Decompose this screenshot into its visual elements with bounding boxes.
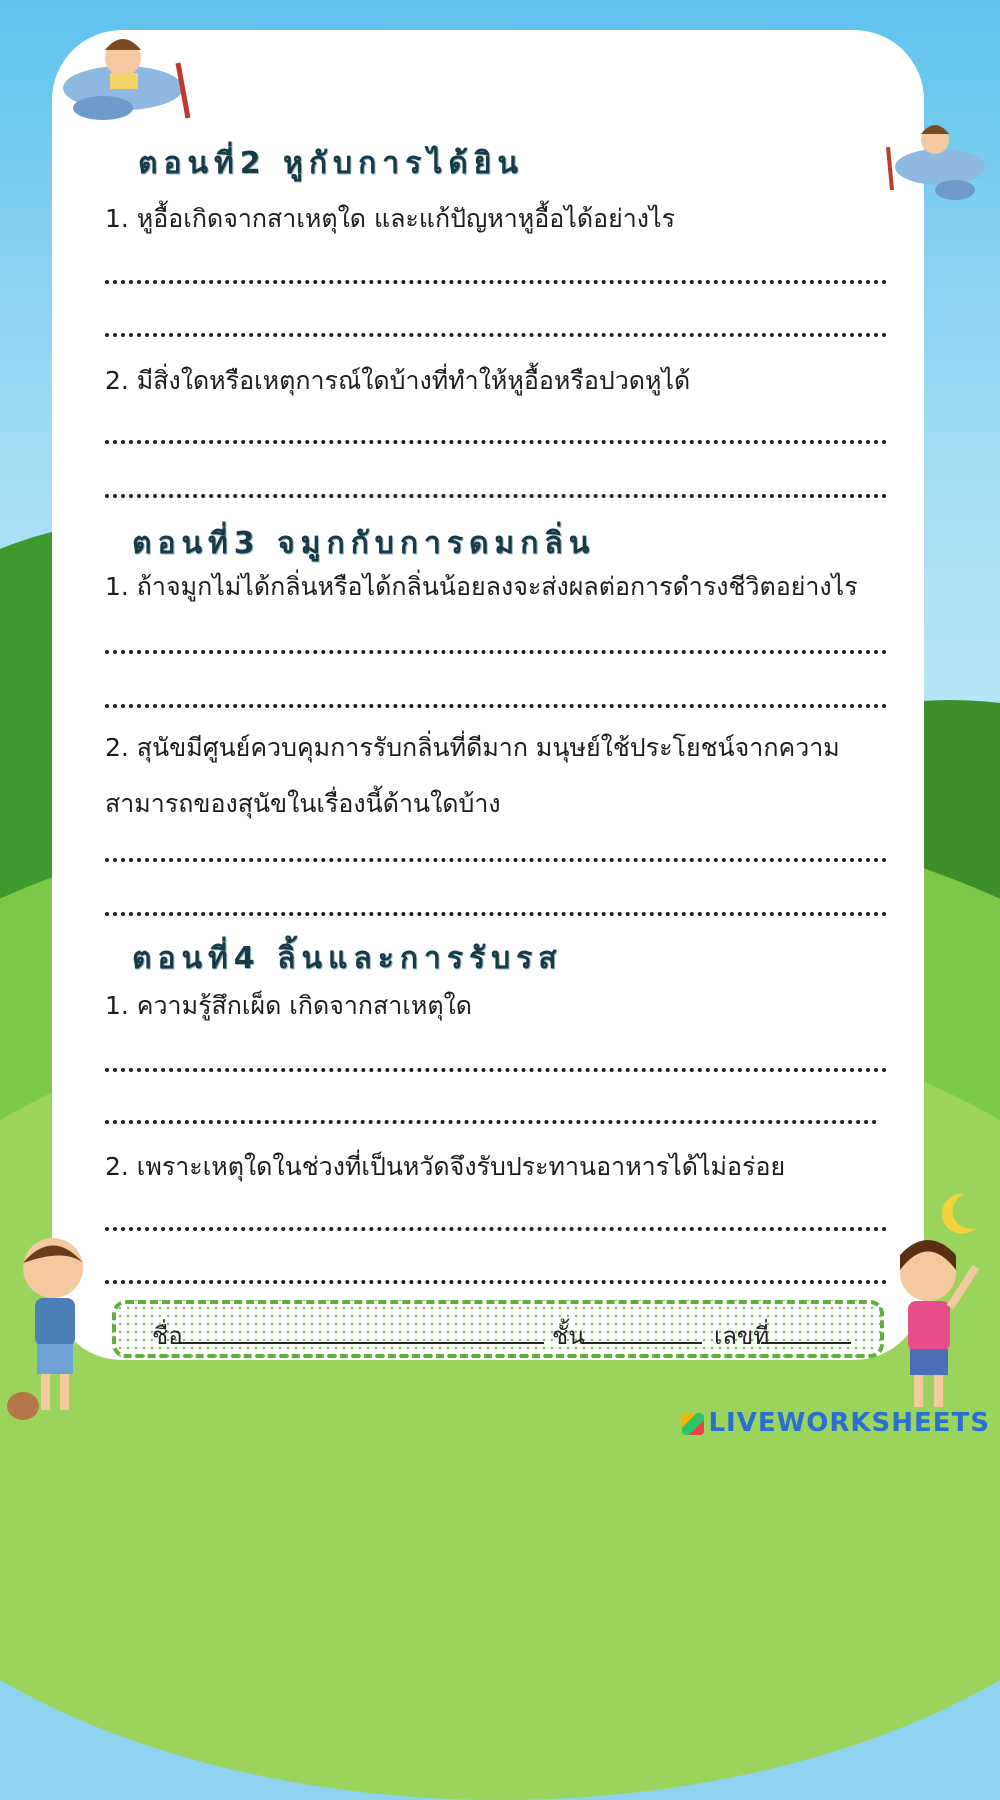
brand-text: LIVEWORKSHEETS <box>708 1408 990 1438</box>
question-text: 1. ความรู้สึกเผ็ด เกิดจากสาเหตุใด <box>105 991 473 1020</box>
answer-line[interactable] <box>105 440 887 444</box>
boy-with-basket-illustration <box>5 1228 125 1428</box>
number-label: เลขที่ <box>714 1322 770 1350</box>
class-field[interactable] <box>582 1342 702 1344</box>
answer-line[interactable] <box>105 1120 877 1124</box>
airplane-kid-illustration <box>48 18 198 128</box>
answer-line[interactable] <box>105 912 887 916</box>
question-text: 2. เพราะเหตุใดในช่วงที่เป็นหวัดจึงรับประทานอาหารได้ไม่อร่อย <box>105 1152 786 1181</box>
section-heading: ตอนที่2 หูกับการได้ยิน <box>138 146 524 181</box>
answer-line[interactable] <box>105 1068 887 1072</box>
name-field[interactable] <box>178 1342 544 1344</box>
moon-icon <box>940 1190 980 1240</box>
liveworksheets-logo <box>682 1408 990 1438</box>
answer-line[interactable] <box>105 494 887 498</box>
liveworksheets-icon <box>682 1413 704 1435</box>
section-heading: ตอนที่3 จมูกกับการดมกลิ่น <box>132 526 596 561</box>
name-label: ชื่อ <box>152 1322 183 1350</box>
answer-line[interactable] <box>105 1227 887 1231</box>
question-text: 1. หูอื้อเกิดจากสาเหตุใด และแก้ปัญหาหูอื้อได้อย่างไร <box>105 204 676 233</box>
answer-line[interactable] <box>105 704 887 708</box>
question-text: 2. สุนัขมีศูนย์ควบคุมการรับกลิ่นที่ดีมาก มนุษย์ใช้ประโยชน์จากความสามารถของสุนัขในเรื่องนี้ด้านใดบ้าง <box>105 733 840 818</box>
airplane-kid-illustration <box>880 112 990 207</box>
class-label: ชั้น <box>552 1322 585 1350</box>
section-heading: ตอนที่4 ลิ้นและการรับรส <box>132 941 563 976</box>
girl-illustration <box>880 1225 995 1415</box>
answer-line[interactable] <box>105 650 887 654</box>
number-field[interactable] <box>761 1342 851 1344</box>
student-info-box <box>112 1300 884 1358</box>
answer-line[interactable] <box>105 858 887 862</box>
question-text: 1. ถ้าจมูกไม่ได้กลิ่นหรือได้กลิ่นน้อยลงจะส่งผลต่อการดำรงชีวิตอย่างไร <box>105 572 858 601</box>
question-text: 2. มีสิ่งใดหรือเหตุการณ์ใดบ้างที่ทำให้หูอื้อหรือปวดหูได้ <box>105 366 691 395</box>
answer-line[interactable] <box>105 1280 887 1284</box>
answer-line[interactable] <box>105 333 887 337</box>
answer-line[interactable] <box>105 280 887 284</box>
